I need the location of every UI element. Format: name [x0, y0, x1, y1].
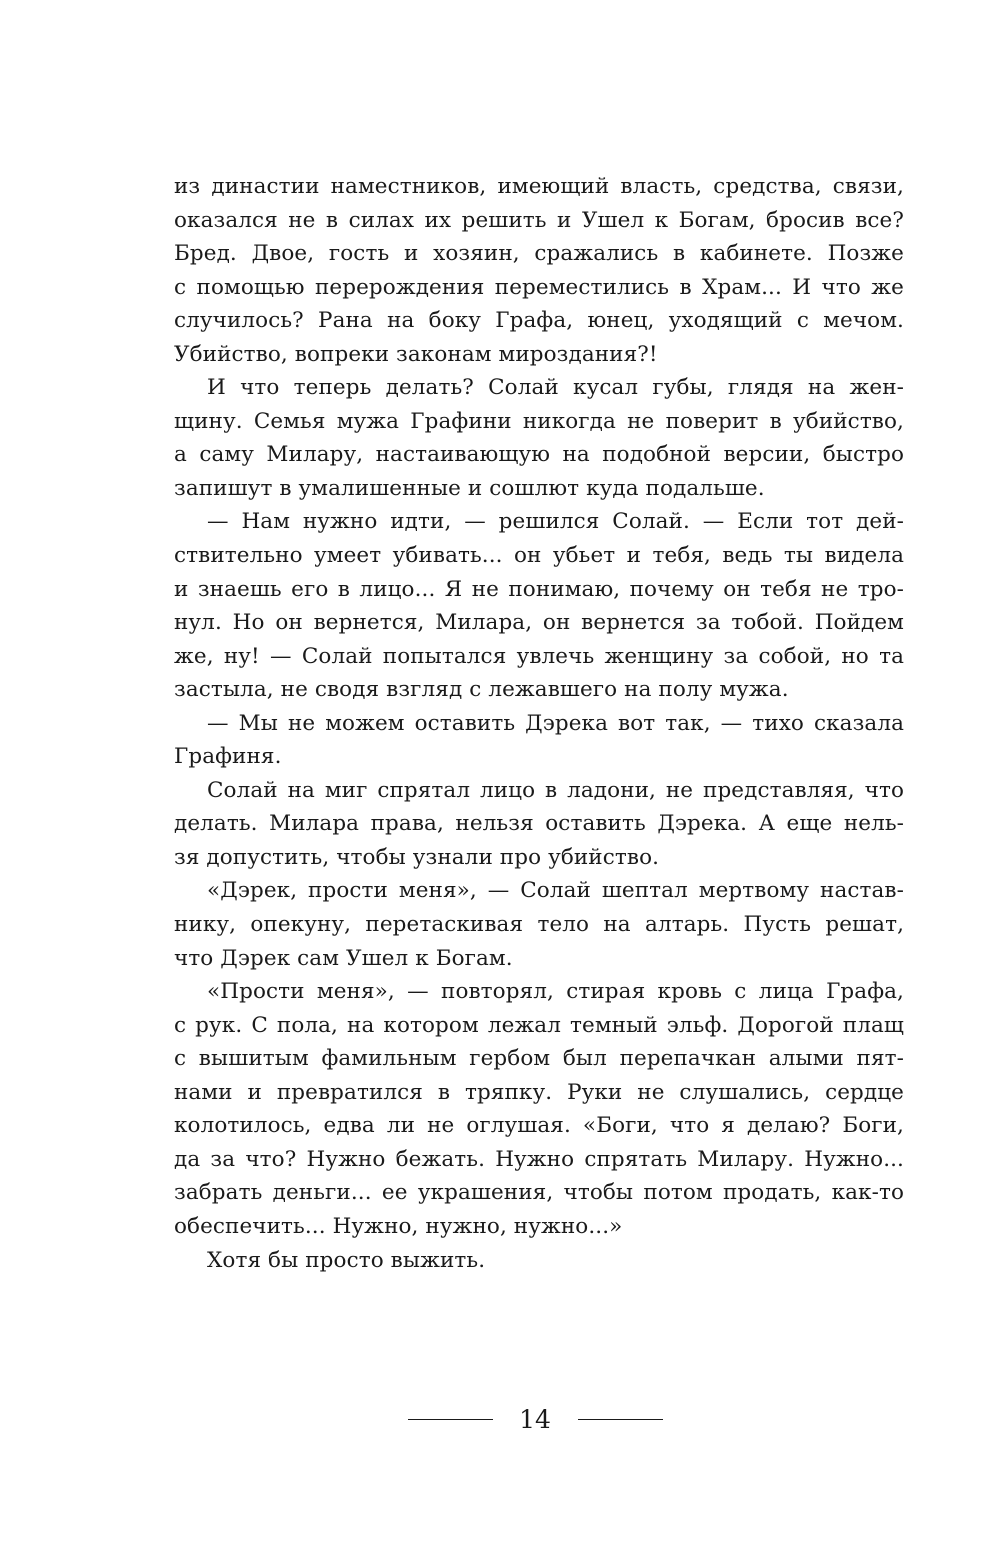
- text-line: из династии наместников, имеющий власть, средства, связи,: [174, 174, 904, 199]
- text-line: «Дэрек, прости меня», — Солай шептал мертвому настав-: [207, 878, 904, 904]
- text-line: Солай на миг спрятал лицо в ладони, не представляя, что: [207, 777, 904, 803]
- text-line: забрать деньги... ее украшения, чтобы потом продать, как-то: [174, 1180, 904, 1206]
- text-line: застыла, не сводя взгляд с лежавшего на полу мужа.: [174, 677, 789, 703]
- text-line: нику, опекуну, перетаскивая тело на алтарь. Пусть решат,: [174, 912, 904, 938]
- text-line: — Мы не можем оставить Дэрека вот так, — тихо сказала: [207, 710, 904, 736]
- text-line: обеспечить... Нужно, нужно, нужно...»: [174, 1213, 623, 1239]
- text-line: Бред. Двое, гость и хозяин, сражались в кабинете. Позже: [174, 241, 904, 267]
- text-line: с помощью перерождения переместились в Храм... И что же: [174, 274, 904, 300]
- text-line: да за что? Нужно бежать. Нужно спрятать Милару. Нужно...: [174, 1146, 904, 1172]
- text-line: запишут в умалишенные и сошлют куда подальше.: [174, 475, 765, 501]
- text-line: случилось? Рана на боку Графа, юнец, уходящий с мечом.: [174, 308, 904, 334]
- footer-rule-right: [578, 1419, 663, 1420]
- text-line: же, ну! — Солай попытался увлечь женщину за собой, но та: [174, 643, 904, 669]
- page-body-text: [174, 170, 904, 1277]
- text-line: нул. Но он вернется, Милара, он вернется за тобой. Пойдем: [174, 610, 904, 636]
- text-line: зя допустить, чтобы узнали про убийство.: [174, 844, 660, 870]
- text-line: оказался не в силах их решить и Ушел к Богам, бросив все?: [174, 207, 904, 233]
- text-line: и знаешь его в лицо... Я не понимаю, почему он тебя не тро-: [174, 576, 904, 602]
- text-line: делать. Милара права, нельзя оставить Дэрека. А еще нель-: [174, 811, 904, 837]
- text-line: И что теперь делать? Солай кусал губы, глядя на жен-: [207, 375, 904, 401]
- text-line: а саму Милару, настаивающую на подобной версии, быстро: [174, 442, 904, 468]
- text-line: щину. Семья мужа Графини никогда не поверит в убийство,: [174, 408, 904, 434]
- text-line: колотилось, едва ли не оглушая. «Боги, что я делаю? Боги,: [174, 1113, 904, 1139]
- text-line: Убийство, вопреки законам мироздания?!: [174, 341, 658, 367]
- text-line: с рук. С пола, на котором лежал темный эльф. Дорогой плащ: [174, 1012, 904, 1038]
- text-line: — Нам нужно идти, — решился Солай. — Если тот дей-: [207, 509, 904, 535]
- text-line: с вышитым фамильным гербом был перепачкан алыми пят-: [174, 1046, 904, 1072]
- page-number: 14: [519, 1405, 551, 1434]
- text-line: нами и превратился в тряпку. Руки не слушались, сердце: [174, 1079, 904, 1105]
- text-line: Графиня.: [174, 744, 282, 770]
- text-line: Хотя бы просто выжить.: [207, 1247, 486, 1273]
- page-footer: [0, 1403, 1000, 1443]
- text-line: что Дэрек сам Ушел к Богам.: [174, 945, 513, 971]
- text-line: ствительно умеет убивать... он убьет и тебя, ведь ты видела: [174, 543, 904, 569]
- footer-rule-left: [408, 1419, 493, 1420]
- text-line: «Прости меня», — повторял, стирая кровь с лица Графа,: [207, 979, 904, 1005]
